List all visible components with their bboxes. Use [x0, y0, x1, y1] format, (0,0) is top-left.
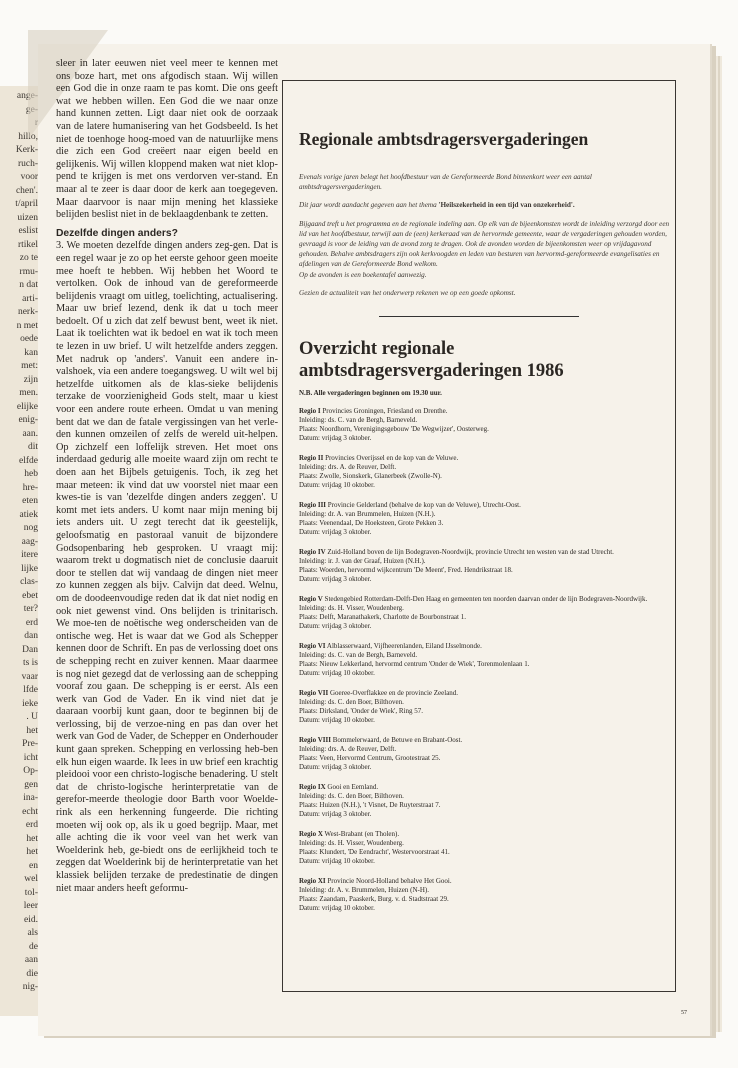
region-label: Regio XI [299, 877, 326, 886]
region-datum: Datum: vrijdag 10 oktober. [299, 904, 375, 913]
region-heading [299, 501, 675, 510]
region-inleiding: Inleiding: ds. C. den Boer, Bilthoven. [299, 792, 404, 801]
previous-page-fragment: rmu- [19, 266, 38, 277]
region-datum: Datum: vrijdag 10 oktober. [299, 716, 375, 725]
region-area: Provincies Groningen, Friesland en Drenthe. [322, 407, 448, 416]
region-plaats: Plaats: Zwolle, Sionskerk, Glanerbeek (Zwolle-N). [299, 472, 442, 481]
previous-page-fragment: nig- [22, 982, 38, 992]
region-datum: Datum: vrijdag 3 oktober. [299, 434, 372, 443]
theme-title: 'Heilszekerheid in een tijd van onzekerheid'. [438, 201, 575, 210]
previous-page-fragment: r [34, 118, 38, 128]
region-datum: Datum: vrijdag 10 oktober. [299, 857, 375, 866]
previous-page-fragment: eid. [24, 914, 38, 925]
previous-page-fragment: de [29, 941, 38, 952]
region-label: Regio IX [299, 783, 326, 792]
previous-page-fragment: elfde [19, 455, 38, 466]
previous-page-fragment: ange- [16, 91, 38, 101]
region-entry [299, 501, 675, 537]
region-heading [299, 454, 675, 463]
previous-page-fragment: Dan [22, 644, 38, 655]
region-area: Goeree-Overflakkee en de provincie Zeeland. [329, 689, 459, 698]
region-datum: Datum: vrijdag 3 oktober. [299, 622, 372, 631]
theme-line [299, 200, 675, 210]
region-inleiding: Inleiding: ds. H. Visser, Woudenberg. [299, 604, 404, 613]
intro-text: Op de avonden is een boekentafel aanwezig. [299, 270, 427, 279]
previous-page-fragment: arti- [22, 293, 38, 304]
region-datum: Datum: vrijdag 3 oktober. [299, 763, 372, 772]
previous-page-fragment: enig- [18, 415, 38, 425]
region-area: West-Brabant (en Tholen). [324, 830, 400, 839]
region-inleiding: Inleiding: ir. J. van der Graaf, Huizen (N.H.). [299, 557, 426, 566]
region-inleiding: Inleiding: ds. C. van de Bergh, Barneveld. [299, 416, 418, 425]
previous-page-fragment: eten [22, 496, 38, 506]
region-area: Zuid-Holland boven de lijn Bodegraven-Noordwijk, provincie Utrecht ten westen van de stad Utrecht. [327, 548, 614, 557]
previous-page-fragment: nog [23, 523, 38, 533]
region-label: Regio I [299, 407, 321, 416]
region-inleiding: Inleiding: ds. C. den Boer, Bilthoven. [299, 698, 404, 707]
region-label: Regio III [299, 501, 327, 510]
previous-page-fragment: n dat [19, 280, 38, 290]
region-label: Regio X [299, 830, 323, 839]
region-heading [299, 783, 675, 792]
previous-page-fragment: ina- [23, 793, 38, 803]
previous-page-fragment: men. [19, 388, 38, 398]
previous-page-fragment: vaar [21, 671, 38, 682]
region-heading [299, 689, 675, 698]
region-plaats: Plaats: Veenendaal, De Hoeksteen, Grote Pekken 3. [299, 519, 444, 528]
region-plaats: Plaats: Huizen (N.H.), 't Visnet, De Ruyterstraat 7. [299, 801, 441, 810]
previous-page-fragment: kan [24, 347, 38, 358]
announcement-title: Regionale ambtsdragersvergaderingen [299, 129, 589, 149]
region-area: Stedengebied Rotterdam-Delft-Den Haag en gemeenten ten noorden daarvan onder de lijn Bodegraven-Noordwijk. [324, 595, 648, 604]
intro-text: Gezien de actualiteit van het onderwerp rekenen we op een goede opkomst. [299, 288, 516, 297]
previous-page-fragment: tol- [24, 887, 38, 898]
previous-page-fragment: hre- [22, 482, 38, 493]
region-entry [299, 642, 675, 678]
article-column [56, 58, 278, 993]
region-plaats: Plaats: Klundert, 'De Eendracht', Westervoorstraat 41. [299, 848, 450, 857]
previous-page-fragment: itere [21, 550, 38, 560]
previous-page-fragment: en [29, 860, 38, 871]
region-entry [299, 783, 675, 819]
region-datum: Datum: vrijdag 3 oktober. [299, 575, 372, 584]
region-entry [299, 877, 675, 913]
region-label: Regio VII [299, 689, 329, 698]
previous-page-fragment: zo te [19, 253, 38, 263]
article-paragraph: 3. We moeten dezelfde dingen anders zeg-gen. Dat is een regel waar je zo op het eerste gehoor geen moeite mee hoeft te hebben. Wij hebben het Woord te vertolken. Ook de inhoud van de gereformeerde belijdenis vraagt om uitleg, toelichting, actualisering. Maar uw brief lezend, denk ik dat u toch meer bedoelt. Of u zich dat zelf bewust bent, weet ik niet. Laat ik toelichten wat ik bedoel en wat ik toch meen te lezen in uw brief. U wilt hetzelfde anders zeggen. Met nadruk op 'anders'. Vanuit een andere in-valshoek, via een andere toegangsweg. U wilt wel bij hetzelfde uitkomen als de klas-sieke belijdenis terzake de voorzienigheid Gods stelt, maar u kiest voor een andere route erheen. Omdat u van mening bent dat we dan de fatale vergissingen van het verle-den kunnen omzeilen of zelfs de wereld uit-helpen. Op zichzelf een loffelijk streven. Het moet ons inderdaad gedurig alle moeite waard zijn om recht te doen aan het Bijbels getuigenis. Toch, ik zeg het maar meteen: ik vind dat uw voorstel niet maar een kwes-tie is van 'dezelfde dingen anders zeggen'. U komt met iets anders. U komt naar mijn mening bij iets anders uit. U zegt terecht dat ik geestelijk, geloofsmatig en pastoraal vanuit de bijzondere Godsopenbaring heb gesproken. U vraagt mij: waarom trekt u dogmatisch niet de conclusie daaruit door te stellen dat wij vandaag de dingen niet meer zo kunnen zeggen als bijv. Calvijn dat deed. Welnu, om de doodeenvoudige reden dat ik dat niet nodig en ook niet gewenst vind. Ons belijden is trinitarisch. We moe-ten de noëtische weg onderscheiden van de ontische weg. Het is waar dat we God als Schepper kennen door de Schrift. En pas de verlossing doet ons de schepping recht en zuiver kennen. Maar daarmee is nog niet gezegd dat de verlossing aan de schepping vooraf zou gaan. De schepping is er eerst. Als een werk van God de Vader. En ik vind niet dat je daaraan voorbij kunt gaan, door te beginnen bij de verlossing, bij de verzoe-ning en pas dan over het werk van God de Vader, de Schepper en Onderhouder kunt gaan spreken. Schepping en verlossing heb-ben elk hun eigen waarde. Ik lees in uw brief een krachtig pleidooi voor een christo-logische benadering. U stelt dat de christo-logische herinterpretatie van de gerefor-meerde theologie door Barth voor Woelde-rink als een herkenning fungeerde. Die richting moeten wij ook op, als ik u goed begrijp. Maar, met alle achting die ik voor veel van het werk van Woelderink heb, ge-biedt ons de eerlijkheid toch te zeggen dat Woelderink bij de herinterpretatie van het klassiek belijden terzake de predestinatie de dingen niet maar anders heeft geformu- [56, 240, 278, 894]
region-heading [299, 595, 675, 604]
region-area: Provincie Noord-Holland behalve Het Gooi. [327, 877, 452, 886]
region-datum: Datum: vrijdag 3 oktober. [299, 810, 372, 819]
region-area: Bommelerwaard, de Betuwe en Brabant-Oost. [332, 736, 463, 745]
previous-page-fragment: het [26, 725, 38, 736]
region-inleiding: Inleiding: dr. A. v. Brummelen, Huizen (N-H). [299, 886, 429, 895]
page-number: 57 [681, 1010, 687, 1016]
previous-page-fragment: heb [24, 469, 38, 479]
region-heading [299, 642, 675, 651]
previous-page-fragment: lijke [21, 563, 38, 574]
article-paragraph: sleer in later eeuwen niet veel meer te kennen met ons boze hart, met ons afgodisch staan. Wij willen een God die in onze raam te pas komt. Die ons geeft wat we hebben willen. Een God die we naar onze hand kunnen zetten. Ligt daar niet ook de oorzaak van de latere humanisering van het Godsbeeld. Is het niet de toenhoge hoog-moed van de natuurlijke mens die zich een God creëert naar eigen beeld en gelijkenis. Wij willen kloppend maken wat niet klop-pend te krijgen is met ons verdorven ver-stand. En maar al te zeer is daar door de kerk aan toegegeven. Maar daarvoor is naar mijn mening het klassieke belijden beslist niet in de beklaagdenbank te zetten. [56, 58, 278, 221]
previous-page-fragment: erd [25, 617, 38, 628]
previous-page-fragment: gen [24, 779, 38, 790]
region-entry [299, 548, 675, 584]
region-datum: Datum: vrijdag 10 oktober. [299, 481, 375, 490]
previous-page-fragment: dit [27, 442, 38, 452]
region-heading [299, 830, 675, 839]
previous-page-fragment: chen'. [15, 185, 38, 196]
previous-page-fragment: zijn [23, 374, 38, 385]
region-datum: Datum: vrijdag 10 oktober. [299, 669, 375, 678]
previous-page-fragment: rtikel [17, 239, 38, 250]
theme-prefix: Dit jaar wordt aandacht gegeven aan het thema [299, 201, 439, 210]
region-plaats: Plaats: Veen, Hervormd Centrum, Grootestraat 25. [299, 754, 441, 763]
previous-page-fragment: Op- [23, 766, 38, 776]
previous-page-fragment: ter? [23, 604, 38, 614]
previous-page-fragment: die [26, 968, 38, 979]
region-heading [299, 877, 675, 886]
region-entry [299, 407, 675, 443]
region-entry [299, 689, 675, 725]
previous-page-fragment: . U [26, 712, 38, 722]
region-label: Regio VIII [299, 736, 331, 745]
previous-page-fragment: icht [23, 752, 38, 763]
previous-page-fragment: als [27, 928, 38, 938]
previous-page-fragment: elijke [16, 401, 38, 412]
previous-page-fragment: uizen [17, 212, 38, 223]
previous-page-fragment: leer [23, 901, 38, 911]
previous-page-fragment: oede [20, 334, 38, 344]
region-plaats: Plaats: Zaandam, Paaskerk, Burg. v. d. Stadtstraat 29. [299, 895, 449, 904]
region-area: Gooi en Eemland. [327, 783, 379, 792]
announcement-content [299, 90, 675, 924]
previous-page-fragment: n met [16, 320, 38, 331]
previous-page-fragment: eslist [18, 226, 38, 236]
previous-page-fragment: ruch- [17, 158, 38, 169]
previous-page-fragment: lfde [23, 685, 38, 695]
region-plaats: Plaats: Noordhorn, Verenigingsgebouw 'De Wegwijzer', Oosterweg. [299, 425, 489, 434]
region-plaats: Plaats: Nieuw Lekkerland, hervormd centrum 'Onder de Wiek', Torenmolenlaan 1. [299, 660, 530, 669]
previous-page-fragment: atiek [19, 509, 38, 520]
region-entry [299, 595, 675, 631]
previous-page-fragment: ebet [22, 590, 38, 601]
previous-page-fragment: Kerk- [15, 145, 38, 155]
region-inleiding: Inleiding: drs. A. de Reuver, Delft. [299, 463, 397, 472]
region-plaats: Plaats: Delft, Maranathakerk, Charlotte de Bourbonstraat 1. [299, 613, 466, 622]
previous-page-fragment: wel [24, 874, 38, 884]
previous-page-fragment: ge- [25, 104, 38, 115]
previous-page-fragment: nerk- [17, 307, 38, 317]
previous-page-fragment: voor [20, 172, 38, 182]
divider-rule [379, 316, 579, 317]
region-heading [299, 548, 675, 557]
page-edge-stack [710, 56, 722, 1032]
region-heading [299, 407, 675, 416]
region-entry [299, 830, 675, 866]
region-inleiding: Inleiding: dr. A. van Brummelen, Huizen (N.H.). [299, 510, 436, 519]
previous-page-fragment: ts is [22, 658, 38, 668]
region-inleiding: Inleiding: ds. H. Visser, Woudenberg. [299, 839, 404, 848]
region-datum: Datum: vrijdag 3 oktober. [299, 528, 372, 537]
previous-page-fragment: het [26, 847, 38, 857]
overview-title: Overzicht regionale ambtsdragersvergaderingen 1986 [299, 339, 564, 381]
region-plaats: Plaats: Dirksland, 'Onder de Wiek', Ring 57. [299, 707, 424, 716]
region-heading [299, 736, 675, 745]
previous-page-fragment: t/april [15, 199, 38, 209]
previous-page-fragment: aan. [22, 428, 38, 439]
previous-page-fragment: echt [22, 806, 38, 817]
region-area: Provincie Gelderland (behalve de kop van de Veluwe), Utrecht-Oost. [327, 501, 521, 510]
region-label: Regio V [299, 595, 323, 604]
region-label: Regio II [299, 454, 324, 463]
region-list [299, 407, 675, 913]
previous-page-fragment: Pre- [22, 739, 38, 749]
previous-page-fragment: met: [21, 361, 38, 371]
article-subheading: Dezelfde dingen anders? [56, 227, 178, 239]
region-area: Alblasserwaard, Vijfheerenlanden, Eiland IJsselmonde. [326, 642, 482, 651]
previous-page-fragment: hillo, [18, 131, 38, 142]
previous-page-fragment: clas- [20, 577, 38, 587]
previous-page-fragment: dan [24, 631, 38, 641]
region-label: Regio IV [299, 548, 326, 557]
region-entry [299, 454, 675, 490]
region-entry [299, 736, 675, 772]
previous-page-fragment: erd [25, 820, 38, 830]
intro-text: Bijgaand treft u het programma en de regionale indeling aan. Op elk van de bijeenkomsten wordt de inleiding verzorgd door een lid van het hoofdbestuur, terwijl aan de (een) kerkeraad van de hervormde gemeente, waar de vergaderingen gehouden worden, gevraagd is voor de leiding van de avond zorg te dragen. Ook de avonden worden de bijeenkomsten weer op vrijdagavond gehouden. Behalve ambtsdragers zijn ook kerkvoogden en leden van besturen van hervormd-gereformeerde evangelisaties en afdelingen van de Gereformeerde Bond welkom. [299, 219, 670, 269]
region-area: Provincies Overijssel en de kop van de Veluwe. [325, 454, 459, 463]
region-label: Regio VI [299, 642, 326, 651]
previous-page-fragment: ieke [22, 698, 38, 709]
intro-text: Evenals vorige jaren belegt het hoofdbestuur van de Gereformeerde Bond binnenkort weer een aantal ambtsdragersvergaderingen. [299, 173, 592, 192]
region-inleiding: Inleiding: drs. A. de Reuver, Delft. [299, 745, 397, 754]
region-inleiding: Inleiding: ds. C. van de Bergh, Barneveld. [299, 651, 418, 660]
previous-page-fragment: aan [24, 955, 38, 965]
region-plaats: Plaats: Woerden, hervormd wijkcentrum 'De Meent', Fred. Hendrikstraat 18. [299, 566, 513, 575]
previous-page-fragment: aag- [21, 536, 38, 547]
previous-page-fragment: het [26, 833, 38, 844]
start-time-note: N.B. Alle vergaderingen beginnen om 19.30 uur. [299, 389, 442, 398]
